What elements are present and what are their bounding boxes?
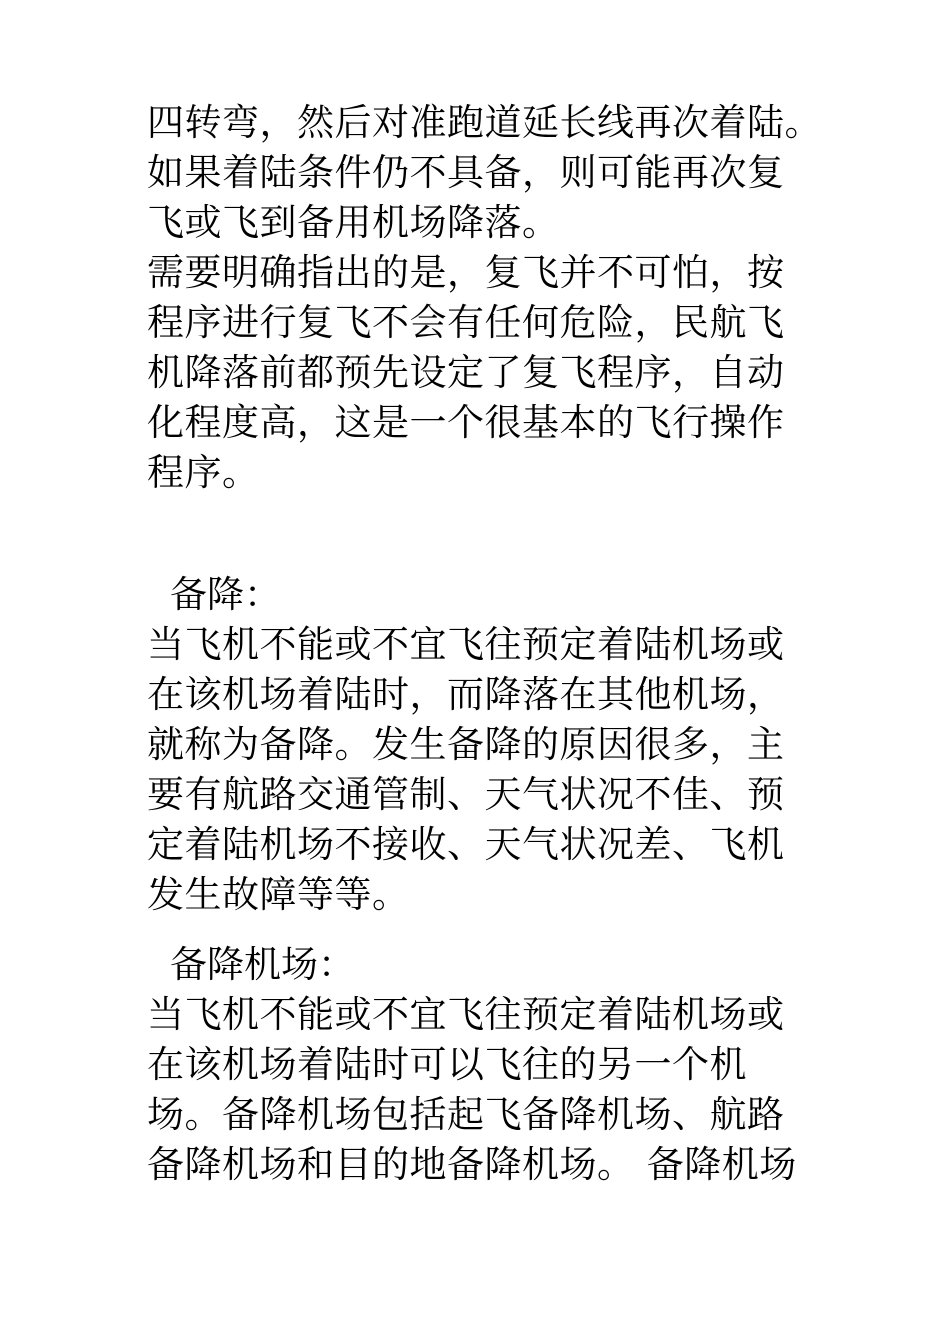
text-line: 要有航路交通管制、天气状况不佳、预 xyxy=(147,773,785,816)
text-line: 当飞机不能或不宜飞往预定着陆机场或 xyxy=(147,993,785,1036)
text-line: 飞或飞到备用机场降落。 xyxy=(147,201,560,244)
text-line: 场。备降机场包括起飞备降机场、航路 xyxy=(147,1093,785,1136)
text-line: 就称为备降。发生备降的原因很多，主 xyxy=(147,723,785,766)
text-line: 定着陆机场不接收、天气状况差、飞机 xyxy=(147,823,785,866)
text-line: 化程度高，这是一个很基本的飞行操作 xyxy=(147,401,785,444)
text-line: 在该机场着陆时可以飞往的另一个机 xyxy=(147,1043,747,1086)
text-line: 机降落前都预先设定了复飞程序，自动 xyxy=(147,351,785,394)
section-heading: 备降机场： xyxy=(170,943,355,986)
text-line: 备降机场和目的地备降机场。 备降机场 xyxy=(147,1143,797,1186)
text-line: 需要明确指出的是，复飞并不可怕，按 xyxy=(147,251,785,294)
section-heading: 备降： xyxy=(170,573,281,616)
text-line: 四转弯，然后对准跑道延长线再次着陆。 xyxy=(147,101,822,144)
text-line: 程序。 xyxy=(147,451,260,494)
text-line: 在该机场着陆时，而降落在其他机场， xyxy=(147,673,785,716)
text-line: 当飞机不能或不宜飞往预定着陆机场或 xyxy=(147,623,785,666)
text-line: 发生故障等等。 xyxy=(147,873,410,916)
text-line: 如果着陆条件仍不具备，则可能再次复 xyxy=(147,151,785,194)
text-line: 程序进行复飞不会有任何危险，民航飞 xyxy=(147,301,785,344)
